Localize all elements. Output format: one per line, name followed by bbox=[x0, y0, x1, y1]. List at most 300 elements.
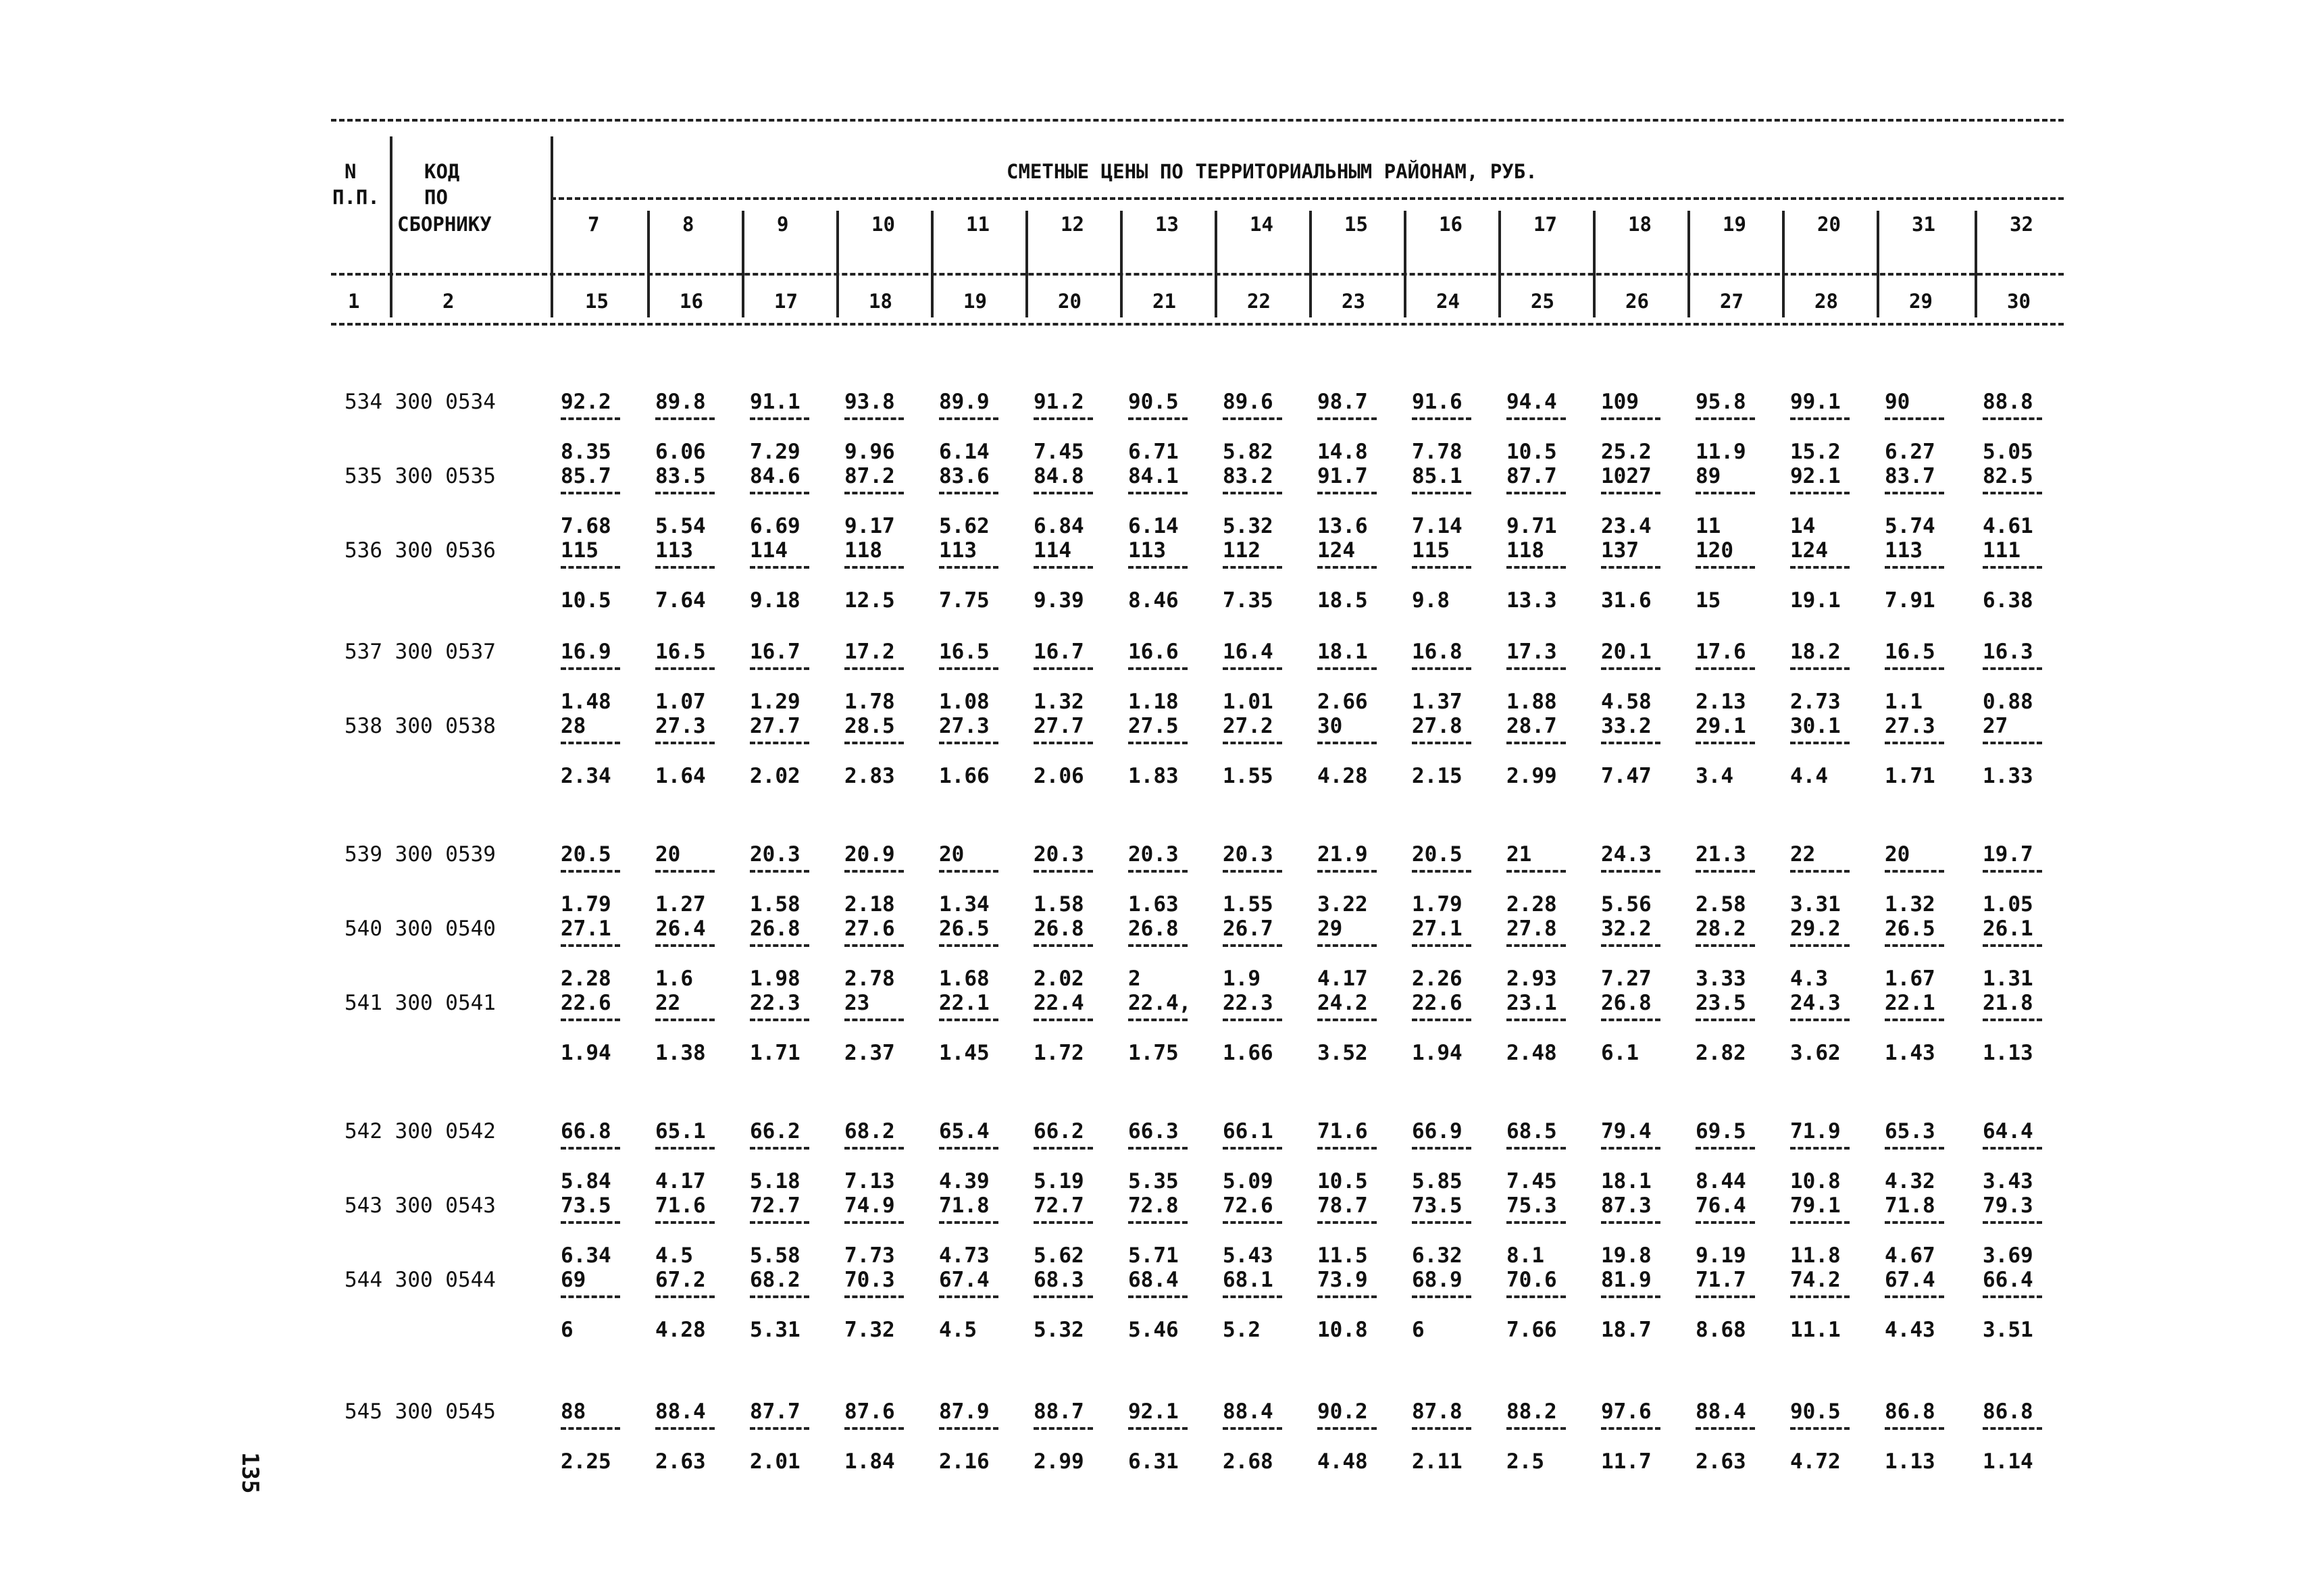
price-value: 27.7 bbox=[750, 714, 800, 738]
fraction-bar bbox=[750, 1221, 809, 1224]
price-subvalue: 2.66 bbox=[1317, 690, 1368, 714]
price-value: 68.3 bbox=[1034, 1268, 1084, 1292]
column-number-12: 27 bbox=[1720, 290, 1744, 313]
column-number-14: 29 bbox=[1909, 290, 1933, 313]
price-value: 88.4 bbox=[655, 1399, 706, 1424]
fraction-bar bbox=[1885, 417, 1944, 420]
fraction-bar bbox=[1696, 1221, 1755, 1224]
fraction-bar bbox=[1506, 1019, 1566, 1021]
district-divider-7 bbox=[1215, 211, 1217, 317]
price-subvalue: 4.43 bbox=[1885, 1318, 1935, 1342]
price-cell bbox=[1790, 917, 1871, 991]
price-value: 22.6 bbox=[1412, 991, 1463, 1015]
price-cell bbox=[1885, 1268, 1966, 1342]
price-cell bbox=[1506, 1268, 1587, 1342]
price-value: 72.6 bbox=[1223, 1193, 1273, 1218]
header-title: СМЕТНЫЕ ЦЕНЫ ПО ТЕРРИТОРИАЛЬНЫМ РАЙОНАМ, РУБ. bbox=[1007, 160, 1537, 183]
price-value: 16.6 bbox=[1128, 640, 1179, 664]
price-cell bbox=[1696, 842, 1777, 917]
price-subvalue: 6 bbox=[561, 1318, 574, 1342]
col-index-1: 1 bbox=[348, 290, 360, 313]
price-value: 26.5 bbox=[1885, 917, 1935, 941]
price-cell bbox=[1790, 464, 1871, 538]
price-value: 92.1 bbox=[1128, 1399, 1179, 1424]
fraction-bar bbox=[844, 870, 904, 873]
price-subvalue: 2.78 bbox=[844, 967, 895, 991]
price-cell bbox=[1128, 1268, 1209, 1342]
price-subvalue: 1.27 bbox=[655, 892, 706, 917]
header-sub-rule bbox=[551, 197, 2064, 200]
price-subvalue: 2.13 bbox=[1696, 690, 1746, 714]
price-subvalue: 11.1 bbox=[1790, 1318, 1841, 1342]
fraction-bar bbox=[1696, 1147, 1755, 1150]
price-subvalue: 1.84 bbox=[844, 1449, 895, 1474]
price-cell bbox=[1317, 917, 1398, 991]
price-subvalue: 1.79 bbox=[561, 892, 611, 917]
price-cell bbox=[1412, 1193, 1493, 1268]
price-value: 89.9 bbox=[939, 390, 990, 414]
price-value: 68.2 bbox=[844, 1119, 895, 1143]
district-divider-11 bbox=[1593, 211, 1596, 317]
fraction-bar bbox=[750, 1019, 809, 1021]
price-cell bbox=[655, 538, 736, 613]
fraction-bar bbox=[1790, 1019, 1850, 1021]
price-value: 65.4 bbox=[939, 1119, 990, 1143]
fraction-bar bbox=[1790, 1427, 1850, 1430]
price-subvalue: 4.17 bbox=[1317, 967, 1368, 991]
price-subvalue: 1.01 bbox=[1223, 690, 1273, 714]
price-subvalue: 7.27 bbox=[1601, 967, 1652, 991]
price-subvalue: 1.55 bbox=[1223, 892, 1273, 917]
header-n-label: N bbox=[345, 160, 357, 183]
price-value: 27.3 bbox=[939, 714, 990, 738]
price-value: 20.5 bbox=[1412, 842, 1463, 867]
price-subvalue: 7.32 bbox=[844, 1318, 895, 1342]
header-code-line1: КОД bbox=[424, 160, 460, 183]
fraction-bar bbox=[1983, 417, 2042, 420]
price-cell bbox=[1412, 1268, 1493, 1342]
price-cell bbox=[1696, 464, 1777, 538]
col-index-2: 2 bbox=[442, 290, 455, 313]
price-cell bbox=[1223, 917, 1304, 991]
price-value: 112 bbox=[1223, 538, 1261, 563]
price-cell bbox=[1223, 1268, 1304, 1342]
row-code-label: 542 300 0542 bbox=[345, 1119, 496, 1143]
price-value: 87.3 bbox=[1601, 1193, 1652, 1218]
fraction-bar bbox=[1128, 1295, 1188, 1298]
price-value: 124 bbox=[1790, 538, 1828, 563]
price-subvalue: 10.5 bbox=[1317, 1169, 1368, 1193]
price-subvalue: 8.1 bbox=[1506, 1243, 1544, 1268]
fraction-bar bbox=[1506, 417, 1566, 420]
price-subvalue: 2.73 bbox=[1790, 690, 1841, 714]
fraction-bar bbox=[1696, 1019, 1755, 1021]
price-cell bbox=[1983, 991, 2064, 1065]
fraction-bar bbox=[844, 1295, 904, 1298]
price-value: 28.2 bbox=[1696, 917, 1746, 941]
price-subvalue: 7.73 bbox=[844, 1243, 895, 1268]
price-cell bbox=[1885, 842, 1966, 917]
price-subvalue: 1.13 bbox=[1885, 1449, 1935, 1474]
price-value: 20 bbox=[1885, 842, 1910, 867]
price-subvalue: 4.58 bbox=[1601, 690, 1652, 714]
price-cell bbox=[750, 1268, 831, 1342]
price-cell bbox=[655, 917, 736, 991]
price-cell bbox=[844, 538, 925, 613]
price-subvalue: 3.62 bbox=[1790, 1041, 1841, 1065]
fraction-bar bbox=[1885, 566, 1944, 569]
price-value: 71.9 bbox=[1790, 1119, 1841, 1143]
price-subvalue: 7.91 bbox=[1885, 588, 1935, 613]
fraction-bar bbox=[1223, 870, 1282, 873]
price-subvalue: 1.9 bbox=[1223, 967, 1261, 991]
fraction-bar bbox=[1223, 667, 1282, 670]
district-header-11: 18 bbox=[1628, 213, 1652, 236]
price-subvalue: 1.07 bbox=[655, 690, 706, 714]
price-subvalue: 1.43 bbox=[1885, 1041, 1935, 1065]
price-value: 20.3 bbox=[1128, 842, 1179, 867]
price-cell bbox=[1696, 1399, 1777, 1474]
price-cell bbox=[1885, 991, 1966, 1065]
price-subvalue: 5.35 bbox=[1128, 1169, 1179, 1193]
district-divider-2 bbox=[742, 211, 744, 317]
district-divider-6 bbox=[1120, 211, 1123, 317]
price-subvalue: 13.6 bbox=[1317, 514, 1368, 538]
price-subvalue: 4.3 bbox=[1790, 967, 1828, 991]
fraction-bar bbox=[750, 417, 809, 420]
fraction-bar bbox=[655, 1019, 715, 1021]
fraction-bar bbox=[655, 566, 715, 569]
price-cell bbox=[1128, 991, 1209, 1065]
price-subvalue: 5.05 bbox=[1983, 440, 2033, 464]
fraction-bar bbox=[1412, 1147, 1471, 1150]
column-number-15: 30 bbox=[2007, 290, 2031, 313]
price-value: 98.7 bbox=[1317, 390, 1368, 414]
price-cell bbox=[1601, 464, 1682, 538]
fraction-bar bbox=[1223, 1221, 1282, 1224]
fraction-bar bbox=[844, 667, 904, 670]
price-value: 27.1 bbox=[1412, 917, 1463, 941]
column-number-5: 20 bbox=[1058, 290, 1082, 313]
price-value: 16.9 bbox=[561, 640, 611, 664]
price-subvalue: 10.5 bbox=[1506, 440, 1557, 464]
price-cell bbox=[1412, 714, 1493, 788]
price-value: 74.9 bbox=[844, 1193, 895, 1218]
price-cell bbox=[655, 640, 736, 714]
price-cell bbox=[1317, 1399, 1398, 1474]
fraction-bar bbox=[1034, 417, 1093, 420]
price-cell bbox=[1128, 390, 1209, 464]
price-subvalue: 2.26 bbox=[1412, 967, 1463, 991]
price-subvalue: 1.48 bbox=[561, 690, 611, 714]
price-cell bbox=[1696, 1119, 1777, 1193]
price-cell bbox=[655, 1399, 736, 1474]
price-subvalue: 1.58 bbox=[1034, 892, 1084, 917]
price-value: 20.3 bbox=[1034, 842, 1084, 867]
price-value: 68.5 bbox=[1506, 1119, 1557, 1143]
price-subvalue: 18.5 bbox=[1317, 588, 1368, 613]
price-value: 88.8 bbox=[1983, 390, 2033, 414]
fraction-bar bbox=[1983, 1019, 2042, 1021]
price-value: 26.8 bbox=[750, 917, 800, 941]
price-subvalue: 2.15 bbox=[1412, 764, 1463, 788]
fraction-bar bbox=[844, 417, 904, 420]
price-subvalue: 10.5 bbox=[561, 588, 611, 613]
fraction-bar bbox=[939, 1221, 998, 1224]
price-cell bbox=[1223, 842, 1304, 917]
fraction-bar bbox=[1506, 1221, 1566, 1224]
price-subvalue: 3.43 bbox=[1983, 1169, 2033, 1193]
price-subvalue: 7.29 bbox=[750, 440, 800, 464]
price-value: 18.2 bbox=[1790, 640, 1841, 664]
price-subvalue: 1.55 bbox=[1223, 764, 1273, 788]
fraction-bar bbox=[1128, 870, 1188, 873]
price-value: 29.2 bbox=[1790, 917, 1841, 941]
price-value: 30 bbox=[1317, 714, 1343, 738]
price-value: 97.6 bbox=[1601, 1399, 1652, 1424]
fraction-bar bbox=[655, 1295, 715, 1298]
district-header-12: 19 bbox=[1723, 213, 1746, 236]
price-cell bbox=[561, 1119, 642, 1193]
price-cell bbox=[844, 390, 925, 464]
price-value: 83.7 bbox=[1885, 464, 1935, 488]
price-cell bbox=[1034, 842, 1115, 917]
price-cell bbox=[1223, 714, 1304, 788]
fraction-bar bbox=[1223, 492, 1282, 494]
price-value: 16.4 bbox=[1223, 640, 1273, 664]
price-value: 93.8 bbox=[844, 390, 895, 414]
fraction-bar bbox=[561, 566, 620, 569]
fraction-bar bbox=[1601, 417, 1660, 420]
price-subvalue: 2.82 bbox=[1696, 1041, 1746, 1065]
row-code-label: 534 300 0534 bbox=[345, 390, 496, 414]
fraction-bar bbox=[1317, 417, 1377, 420]
price-value: 75.3 bbox=[1506, 1193, 1557, 1218]
district-divider-1 bbox=[647, 211, 650, 317]
fraction-bar bbox=[1696, 742, 1755, 744]
price-cell bbox=[561, 390, 642, 464]
fraction-bar bbox=[1601, 1221, 1660, 1224]
price-subvalue: 1.64 bbox=[655, 764, 706, 788]
price-subvalue: 9.71 bbox=[1506, 514, 1557, 538]
fraction-bar bbox=[1317, 1221, 1377, 1224]
price-value: 27.5 bbox=[1128, 714, 1179, 738]
price-cell bbox=[1601, 917, 1682, 991]
price-cell bbox=[1128, 1399, 1209, 1474]
price-cell bbox=[561, 842, 642, 917]
price-value: 66.2 bbox=[750, 1119, 800, 1143]
fraction-bar bbox=[1034, 492, 1093, 494]
price-subvalue: 4.48 bbox=[1317, 1449, 1368, 1474]
price-subvalue: 23.4 bbox=[1601, 514, 1652, 538]
price-cell bbox=[1790, 640, 1871, 714]
price-subvalue: 4.17 bbox=[655, 1169, 706, 1193]
row-code-label: 545 300 0545 bbox=[345, 1399, 496, 1424]
price-subvalue: 6.34 bbox=[561, 1243, 611, 1268]
fraction-bar bbox=[1885, 742, 1944, 744]
price-value: 66.9 bbox=[1412, 1119, 1463, 1143]
price-cell bbox=[561, 1399, 642, 1474]
fraction-bar bbox=[1696, 1295, 1755, 1298]
district-header-4: 11 bbox=[966, 213, 990, 236]
price-subvalue: 5.43 bbox=[1223, 1243, 1273, 1268]
price-value: 83.2 bbox=[1223, 464, 1273, 488]
fraction-bar bbox=[1885, 1147, 1944, 1150]
price-value: 66.3 bbox=[1128, 1119, 1179, 1143]
price-subvalue: 6.1 bbox=[1601, 1041, 1639, 1065]
price-subvalue: 12.5 bbox=[844, 588, 895, 613]
price-value: 24.3 bbox=[1601, 842, 1652, 867]
price-cell bbox=[1983, 917, 2064, 991]
price-cell bbox=[939, 842, 1020, 917]
price-cell bbox=[844, 842, 925, 917]
price-value: 70.6 bbox=[1506, 1268, 1557, 1292]
fraction-bar bbox=[1317, 667, 1377, 670]
price-subvalue: 1.34 bbox=[939, 892, 990, 917]
fraction-bar bbox=[1983, 870, 2042, 873]
price-value: 16.5 bbox=[939, 640, 990, 664]
price-value: 68.2 bbox=[750, 1268, 800, 1292]
fraction-bar bbox=[1317, 944, 1377, 947]
price-cell bbox=[1983, 1119, 2064, 1193]
price-value: 90.5 bbox=[1128, 390, 1179, 414]
fraction-bar bbox=[655, 667, 715, 670]
price-subvalue: 8.44 bbox=[1696, 1169, 1746, 1193]
price-value: 17.6 bbox=[1696, 640, 1746, 664]
fraction-bar bbox=[1412, 870, 1471, 873]
price-cell bbox=[1790, 714, 1871, 788]
price-cell bbox=[561, 1268, 642, 1342]
price-subvalue: 19.1 bbox=[1790, 588, 1841, 613]
district-header-14: 31 bbox=[1912, 213, 1935, 236]
price-value: 22.1 bbox=[939, 991, 990, 1015]
fraction-bar bbox=[844, 1147, 904, 1150]
header-code-line3: СБОРНИКУ bbox=[397, 213, 492, 236]
price-value: 87.7 bbox=[1506, 464, 1557, 488]
price-cell bbox=[1506, 464, 1587, 538]
fraction-bar bbox=[1223, 944, 1282, 947]
price-cell bbox=[844, 464, 925, 538]
fraction-bar bbox=[1983, 944, 2042, 947]
price-cell bbox=[1128, 538, 1209, 613]
price-value: 27.6 bbox=[844, 917, 895, 941]
fraction-bar bbox=[1790, 667, 1850, 670]
fraction-bar bbox=[1601, 492, 1660, 494]
price-value: 72.8 bbox=[1128, 1193, 1179, 1218]
fraction-bar bbox=[750, 870, 809, 873]
district-divider-12 bbox=[1687, 211, 1690, 317]
fraction-bar bbox=[1983, 1295, 2042, 1298]
price-cell bbox=[1128, 640, 1209, 714]
price-value: 89.8 bbox=[655, 390, 706, 414]
price-cell bbox=[1506, 842, 1587, 917]
column-number-8: 23 bbox=[1342, 290, 1365, 313]
price-cell bbox=[1790, 991, 1871, 1065]
fraction-bar bbox=[1128, 1427, 1188, 1430]
price-subvalue: 8.46 bbox=[1128, 588, 1179, 613]
price-subvalue: 4.67 bbox=[1885, 1243, 1935, 1268]
fraction-bar bbox=[561, 944, 620, 947]
price-cell bbox=[1790, 1119, 1871, 1193]
price-value: 17.2 bbox=[844, 640, 895, 664]
price-cell bbox=[1317, 1119, 1398, 1193]
price-subvalue: 1.37 bbox=[1412, 690, 1463, 714]
price-subvalue: 3.69 bbox=[1983, 1243, 2033, 1268]
price-cell bbox=[561, 538, 642, 613]
price-cell bbox=[939, 464, 1020, 538]
price-subvalue: 2.63 bbox=[1696, 1449, 1746, 1474]
price-cell bbox=[655, 1268, 736, 1342]
price-cell bbox=[1885, 714, 1966, 788]
price-value: 27.1 bbox=[561, 917, 611, 941]
price-subvalue: 3.31 bbox=[1790, 892, 1841, 917]
fraction-bar bbox=[1601, 1147, 1660, 1150]
price-value: 27.3 bbox=[1885, 714, 1935, 738]
price-value: 88.4 bbox=[1696, 1399, 1746, 1424]
price-subvalue: 5.82 bbox=[1223, 440, 1273, 464]
fraction-bar bbox=[1128, 566, 1188, 569]
price-cell bbox=[1317, 1193, 1398, 1268]
fraction-bar bbox=[655, 1147, 715, 1150]
fraction-bar bbox=[561, 1221, 620, 1224]
price-cell bbox=[1790, 842, 1871, 917]
price-value: 124 bbox=[1317, 538, 1355, 563]
price-cell bbox=[561, 991, 642, 1065]
fraction-bar bbox=[1601, 944, 1660, 947]
price-subvalue: 7.47 bbox=[1601, 764, 1652, 788]
header-divider-1 bbox=[390, 136, 392, 317]
price-value: 111 bbox=[1983, 538, 2020, 563]
price-subvalue: 2.99 bbox=[1506, 764, 1557, 788]
fraction-bar bbox=[1506, 667, 1566, 670]
price-cell bbox=[1128, 714, 1209, 788]
fraction-bar bbox=[844, 1019, 904, 1021]
price-subvalue: 4.5 bbox=[655, 1243, 693, 1268]
fraction-bar bbox=[1601, 566, 1660, 569]
price-cell bbox=[1506, 1193, 1587, 1268]
price-cell bbox=[1601, 1399, 1682, 1474]
price-cell bbox=[1317, 714, 1398, 788]
price-subvalue: 1.94 bbox=[1412, 1041, 1463, 1065]
fraction-bar bbox=[1412, 1295, 1471, 1298]
price-cell bbox=[844, 1399, 925, 1474]
fraction-bar bbox=[1128, 944, 1188, 947]
column-number-9: 24 bbox=[1436, 290, 1460, 313]
district-divider-4 bbox=[931, 211, 934, 317]
price-subvalue: 1.32 bbox=[1034, 690, 1084, 714]
price-subvalue: 3.33 bbox=[1696, 967, 1746, 991]
price-subvalue: 2.02 bbox=[1034, 967, 1084, 991]
fraction-bar bbox=[1885, 1019, 1944, 1021]
price-value: 18.1 bbox=[1317, 640, 1368, 664]
price-cell bbox=[1034, 390, 1115, 464]
price-subvalue: 1.08 bbox=[939, 690, 990, 714]
fraction-bar bbox=[1128, 1147, 1188, 1150]
fraction-bar bbox=[1885, 1427, 1944, 1430]
price-cell bbox=[939, 917, 1020, 991]
price-subvalue: 9.19 bbox=[1696, 1243, 1746, 1268]
district-header-6: 13 bbox=[1155, 213, 1179, 236]
price-subvalue: 5.58 bbox=[750, 1243, 800, 1268]
fraction-bar bbox=[1790, 566, 1850, 569]
fraction-bar bbox=[1506, 944, 1566, 947]
price-value: 66.8 bbox=[561, 1119, 611, 1143]
district-divider-5 bbox=[1025, 211, 1028, 317]
fraction-bar bbox=[1983, 667, 2042, 670]
price-cell bbox=[1601, 1268, 1682, 1342]
fraction-bar bbox=[1223, 742, 1282, 744]
fraction-bar bbox=[750, 667, 809, 670]
